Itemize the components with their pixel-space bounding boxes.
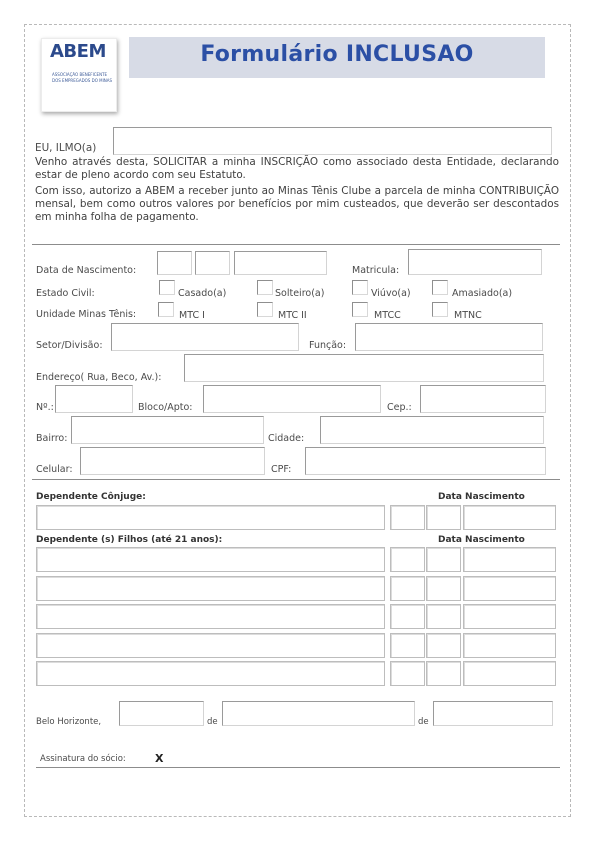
mtcc-checkbox[interactable]	[352, 302, 368, 317]
mtnc-label: MTNC	[454, 310, 482, 321]
unidade-label: Unidade Minas Tênis:	[36, 309, 137, 320]
mtc1-label: MTC I	[179, 310, 205, 321]
signature-x-mark: X	[155, 752, 164, 765]
divider-2	[32, 479, 560, 480]
matricula-field[interactable]	[408, 249, 542, 275]
matricula-label: Matricula:	[352, 265, 400, 276]
filhos-data-nascimento-label: Data Nascimento	[438, 535, 525, 545]
filho-3-nome-field[interactable]	[36, 604, 385, 629]
nascimento-dia-field[interactable]	[157, 251, 192, 275]
casado-label: Casado(a)	[178, 288, 227, 299]
conjuge-data-nascimento-label: Data Nascimento	[438, 492, 525, 502]
celular-field[interactable]	[80, 447, 265, 475]
mtcc-label: MTCC	[374, 310, 401, 321]
nascimento-mes-field[interactable]	[195, 251, 230, 275]
solteiro-checkbox[interactable]	[257, 280, 273, 295]
logo-line-1: ASSOCIAÇÃO BENEFICENTE	[52, 72, 108, 77]
title-bar	[129, 37, 545, 78]
de-label-1: de	[207, 717, 218, 727]
estado-civil-label: Estado Civil:	[36, 288, 95, 299]
form-title: Formulário INCLUSAO	[200, 42, 474, 67]
viuvo-label: Viúvo(a)	[371, 288, 411, 299]
cep-label: Cep.:	[387, 402, 412, 413]
filho-3-dia-field[interactable]	[390, 604, 425, 629]
abem-logo	[41, 38, 117, 112]
bairro-label: Bairro:	[36, 433, 68, 444]
setor-field[interactable]	[111, 323, 299, 351]
cpf-field[interactable]	[305, 447, 546, 475]
filho-5-mes-field[interactable]	[426, 661, 461, 686]
conjuge-dia-field[interactable]	[390, 505, 425, 530]
de-label-2: de	[418, 717, 429, 727]
filho-1-ano-field[interactable]	[463, 547, 556, 572]
assinatura-label: Assinatura do sócio:	[40, 754, 126, 764]
data-dia-field[interactable]	[119, 701, 204, 726]
numero-field[interactable]	[55, 385, 133, 413]
divider-1	[32, 244, 560, 245]
nascimento-ano-field[interactable]	[234, 251, 327, 275]
filho-1-dia-field[interactable]	[390, 547, 425, 572]
endereco-label: Endereço( Rua, Beco, Av.):	[36, 372, 162, 383]
bloco-field[interactable]	[203, 385, 381, 413]
filho-5-nome-field[interactable]	[36, 661, 385, 686]
data-ano-field[interactable]	[433, 701, 553, 726]
endereco-field[interactable]	[184, 354, 544, 382]
amasiado-label: Amasiado(a)	[452, 288, 513, 299]
cpf-label: CPF:	[271, 464, 292, 475]
filho-1-nome-field[interactable]	[36, 547, 385, 572]
funcao-label: Função:	[309, 340, 347, 351]
filhos-label: Dependente (s) Filhos (até 21 anos):	[36, 535, 223, 545]
cep-field[interactable]	[420, 385, 546, 413]
filho-2-dia-field[interactable]	[390, 576, 425, 601]
filho-5-dia-field[interactable]	[390, 661, 425, 686]
intro-paragraph-2: Com isso, autorizo a ABEM a receber junto ao Minas Tênis Clube a parcela de minha CONTRIBUIÇÃO mensal, bem como outros valores por benefícios por mim custeados, que deverão ser descontados em minha folha de pagamento.	[35, 185, 559, 223]
solteiro-label: Solteiro(a)	[275, 288, 325, 299]
bloco-label: Bloco/Apto:	[138, 402, 193, 413]
conjuge-ano-field[interactable]	[463, 505, 556, 530]
filho-2-mes-field[interactable]	[426, 576, 461, 601]
logo-mark: ABEM	[50, 41, 106, 62]
filho-3-mes-field[interactable]	[426, 604, 461, 629]
mtc2-label: MTC II	[278, 310, 307, 321]
bairro-field[interactable]	[71, 416, 264, 444]
conjuge-nome-field[interactable]	[36, 505, 385, 530]
nome-field[interactable]	[113, 127, 552, 155]
casado-checkbox[interactable]	[159, 280, 175, 295]
conjuge-label: Dependente Cônjuge:	[36, 492, 146, 502]
funcao-field[interactable]	[355, 323, 543, 351]
filho-4-dia-field[interactable]	[390, 633, 425, 658]
filho-2-ano-field[interactable]	[463, 576, 556, 601]
filho-4-ano-field[interactable]	[463, 633, 556, 658]
filho-2-nome-field[interactable]	[36, 576, 385, 601]
filho-4-mes-field[interactable]	[426, 633, 461, 658]
numero-label: Nº.:	[36, 402, 54, 413]
conjuge-mes-field[interactable]	[426, 505, 461, 530]
filho-4-nome-field[interactable]	[36, 633, 385, 658]
filho-1-mes-field[interactable]	[426, 547, 461, 572]
eu-ilmo-label: EU, ILMO(a)	[35, 142, 97, 154]
belo-horizonte-label: Belo Horizonte,	[36, 717, 102, 727]
cidade-field[interactable]	[320, 416, 544, 444]
mtnc-checkbox[interactable]	[432, 302, 448, 317]
logo-line-2: DOS EMPREGADOS DO MINAS	[52, 78, 113, 83]
viuvo-checkbox[interactable]	[352, 280, 368, 295]
assinatura-line[interactable]	[36, 767, 560, 768]
data-nascimento-label: Data de Nascimento:	[36, 265, 137, 276]
cidade-label: Cidade:	[268, 433, 305, 444]
intro-paragraph-1: Venho através desta, SOLICITAR a minha INSCRIÇÃO como associado desta Entidade, declarando estar de pleno acordo com seu Estatuto.	[35, 156, 559, 181]
celular-label: Celular:	[36, 464, 73, 475]
mtc2-checkbox[interactable]	[257, 302, 273, 317]
amasiado-checkbox[interactable]	[432, 280, 448, 295]
filho-5-ano-field[interactable]	[463, 661, 556, 686]
setor-label: Setor/Divisão:	[36, 340, 103, 351]
filho-3-ano-field[interactable]	[463, 604, 556, 629]
data-mes-field[interactable]	[222, 701, 415, 726]
mtc1-checkbox[interactable]	[158, 302, 174, 317]
